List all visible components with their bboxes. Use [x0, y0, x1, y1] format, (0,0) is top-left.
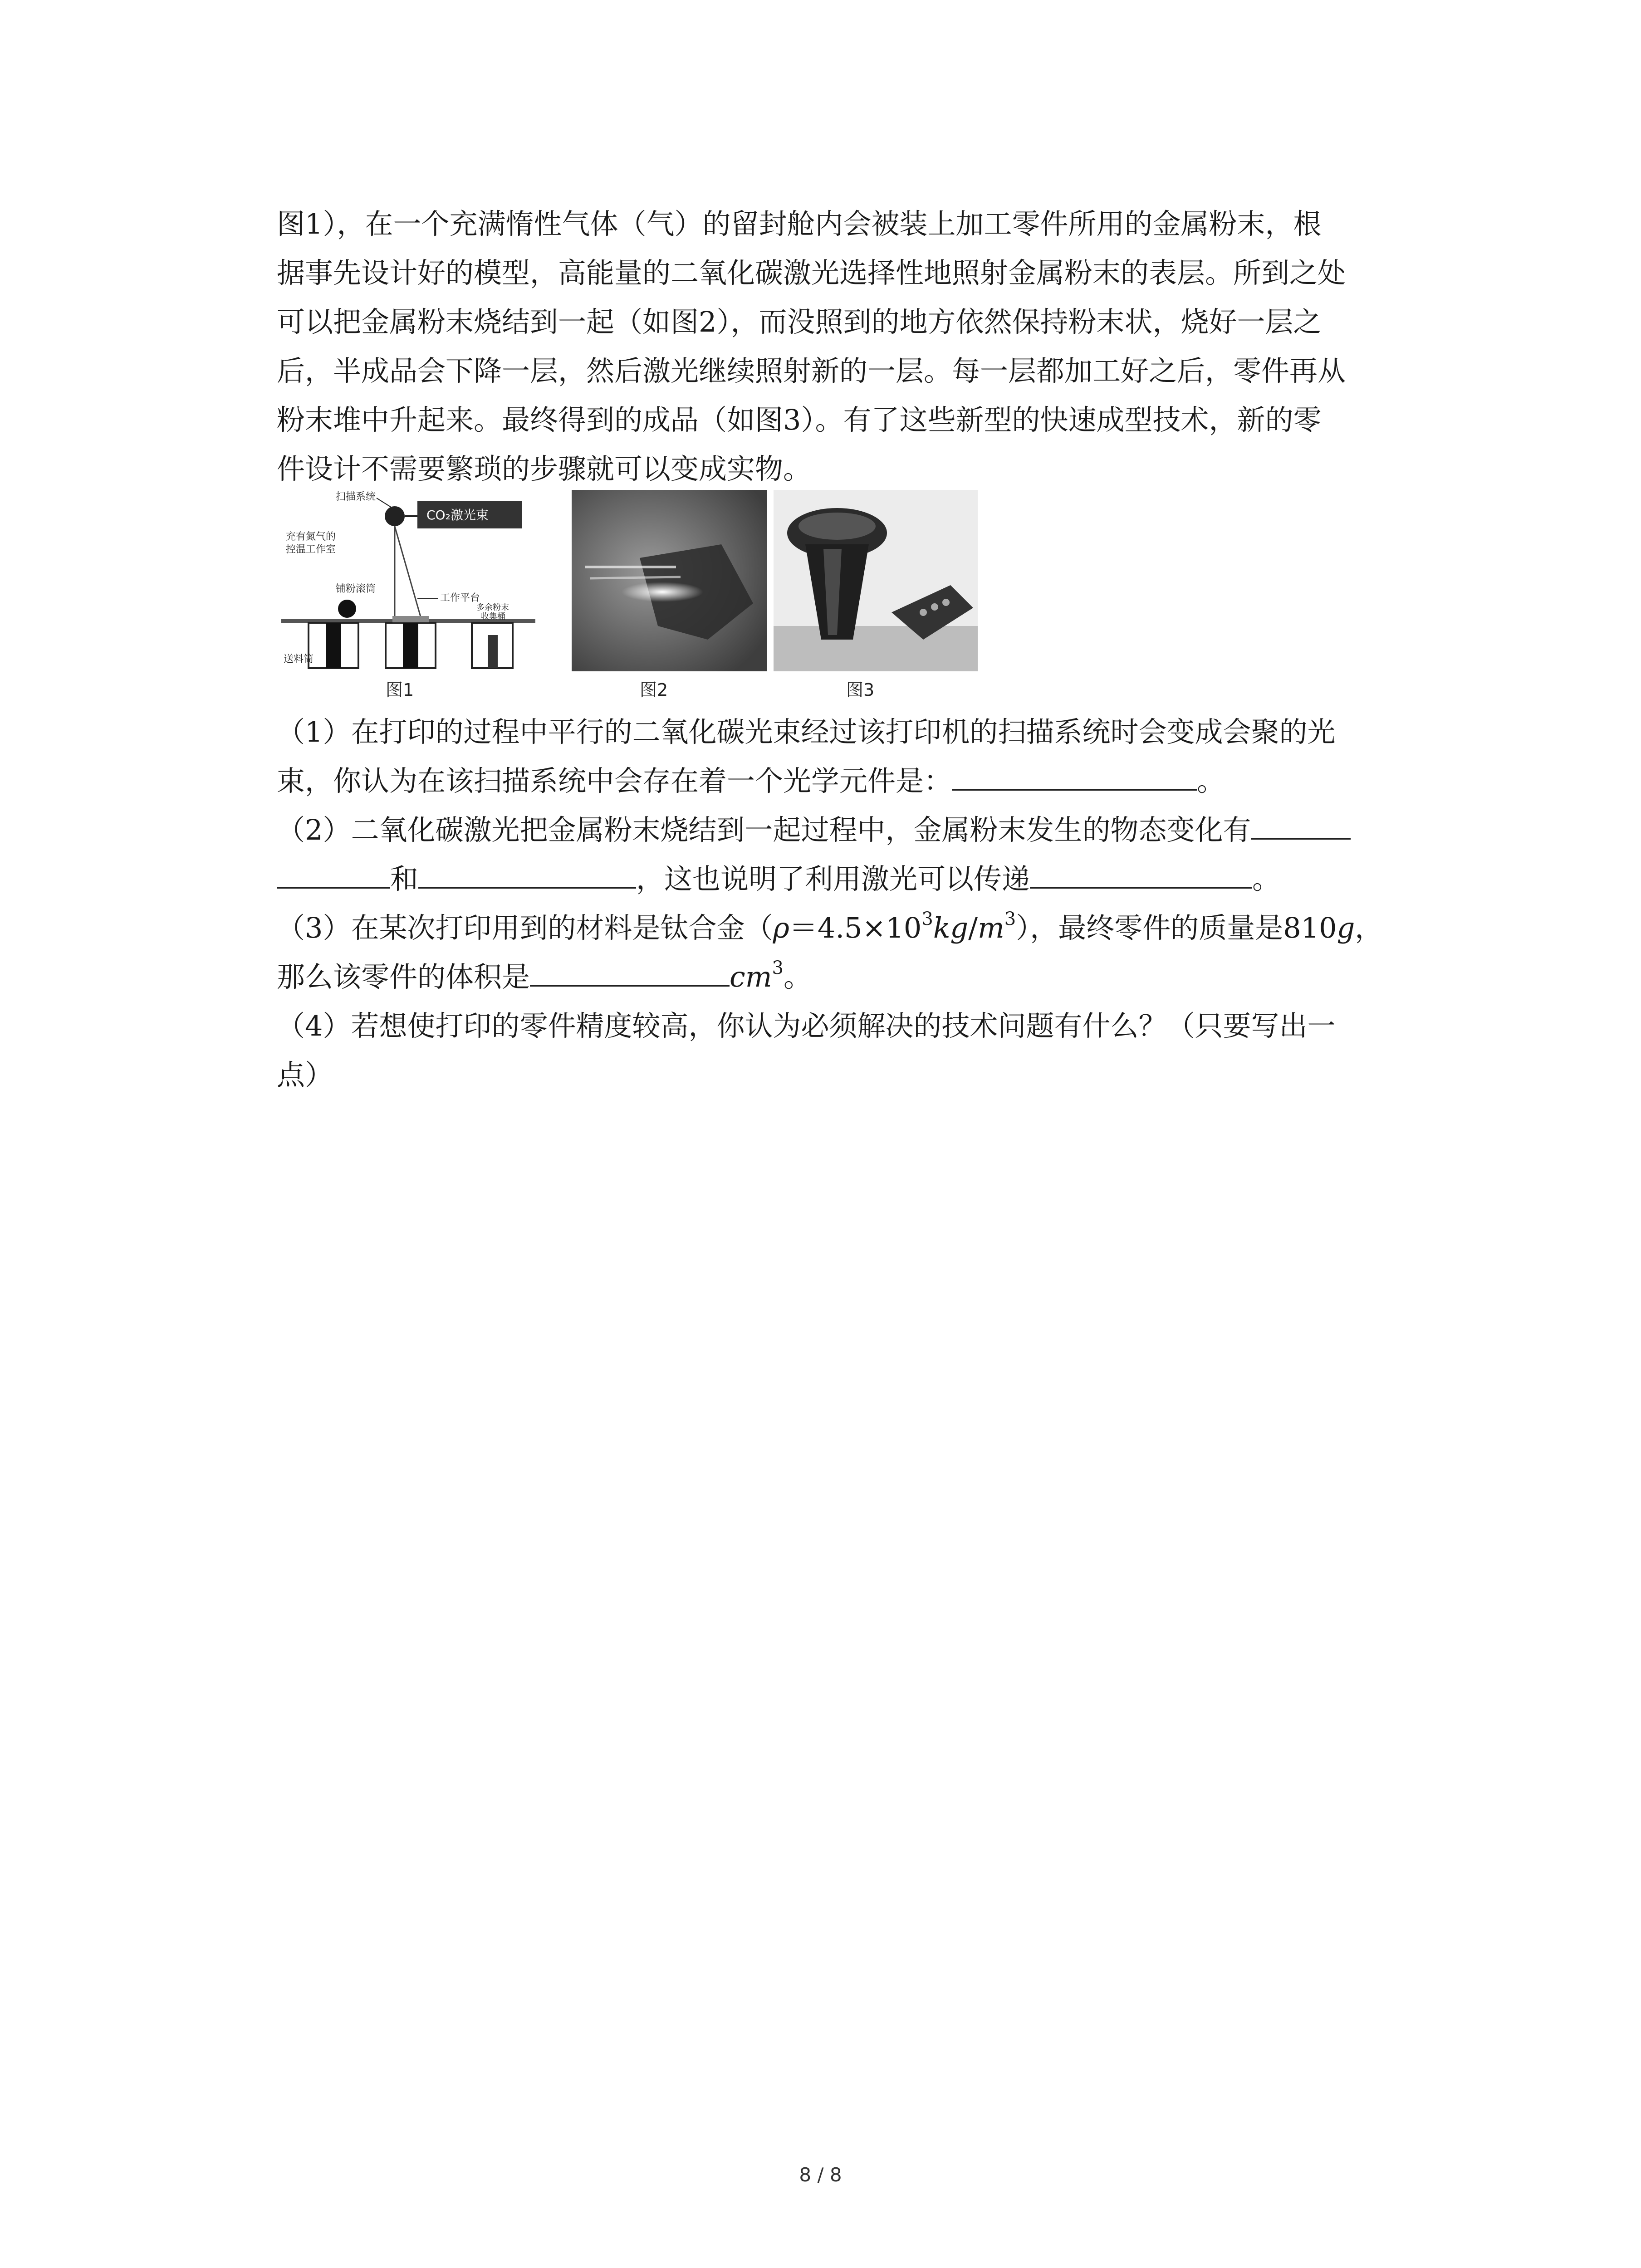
figure-1-caption: 图1 — [386, 680, 414, 700]
q3-post: ），最终零件的质量是810 — [1016, 911, 1337, 944]
q1-text: 束，你认为在该扫描系统中会存在着一个光学元件是： — [277, 764, 952, 797]
page-number: 8 / 8 — [799, 2164, 842, 2186]
figure-2-photo — [572, 490, 767, 671]
q1-end: 。 — [1197, 764, 1225, 797]
q3-exponent: 3 — [921, 909, 933, 930]
intro-line: 图1），在一个充满惰性气体（气）的留封舱内会被装上加工零件所用的金属粉末，根 — [277, 207, 1322, 240]
q3-value: ＝4.5×10 — [789, 911, 922, 944]
platform-label: 工作平台 — [440, 592, 480, 604]
intro-line: 可以把金属粉末烧结到一起（如图2），而没照到的地方依然保持粉末状，烧好一层之 — [277, 305, 1322, 338]
question-3 — [277, 904, 1438, 1002]
q3-unit-cm: cm — [730, 960, 772, 993]
intro-line: 粉末堆中升起来。最终得到的成品（如图3）。有了这些新型的快速成型技术，新的零 — [277, 403, 1322, 436]
roller-label: 铺粉滚筒 — [336, 583, 376, 595]
question-1 — [277, 708, 1438, 806]
q2-end: 。 — [1252, 862, 1281, 895]
q2-answer-blank-3[interactable] — [1030, 860, 1252, 889]
figure-3-photo — [774, 490, 978, 671]
intro-line: 后，半成品会下降一层，然后激光继续照射新的一层。每一层都加工好之后，零件再从 — [277, 354, 1346, 387]
questions-block — [277, 708, 1438, 1100]
q2-line-1 — [277, 806, 1438, 855]
q4-line-1: （4）若想使打印的零件精度较高，你认为必须解决的技术问题有什么？（只要写出一 — [277, 1009, 1336, 1042]
q2-mid: ，这也说明了利用激光可以传递 — [636, 862, 1030, 895]
q3-unit-exponent: 3 — [1004, 909, 1016, 930]
q1-answer-blank[interactable] — [952, 762, 1197, 791]
scanner-mirror — [385, 506, 405, 526]
finished-part-photo — [774, 490, 978, 671]
sls-schematic — [281, 490, 535, 671]
collect-label-2: 收集桶 — [481, 612, 505, 621]
q3-comma: ， — [1355, 911, 1383, 944]
question-4 — [277, 1002, 1438, 1100]
q2-answer-blank-2[interactable] — [418, 860, 636, 889]
scan-system-label: 扫描系统 — [336, 491, 376, 503]
feed-label: 送料筒 — [284, 654, 314, 665]
sintering-photo — [572, 490, 767, 671]
q1-line-2 — [277, 757, 1438, 806]
figure-3-caption: 图3 — [846, 680, 875, 700]
chamber-label-2: 控温工作室 — [286, 544, 336, 555]
laser-label: CO₂激光束 — [426, 508, 489, 523]
intro-line: 件设计不需要繁琐的步骤就可以变成实物。 — [277, 452, 812, 485]
q2-answer-blank-1b[interactable] — [277, 860, 390, 889]
q3-rho: ρ — [773, 911, 789, 944]
q2-and: 和 — [390, 862, 419, 895]
q3-line-1 — [277, 904, 1438, 953]
q3-unit-g: g — [1337, 911, 1355, 944]
q3-end: 。 — [783, 960, 812, 993]
q3-unit-kg: kg — [933, 911, 969, 944]
figure-strip — [281, 490, 971, 700]
q3-answer-blank[interactable] — [530, 958, 730, 987]
collect-label-1: 多余粉末 — [476, 603, 509, 612]
q3-line-2 — [277, 953, 1438, 1002]
q3-cm-exponent: 3 — [772, 958, 784, 979]
q4-line-2: 点） — [277, 1058, 333, 1091]
q3-pre: （3）在某次打印用到的材料是钛合金（ — [277, 911, 773, 944]
intro-line: 据事先设计好的模型，高能量的二氧化碳激光选择性地照射金属粉末的表层。所到之处 — [277, 256, 1346, 289]
intro-paragraph — [277, 200, 1438, 494]
figure-2-caption: 图2 — [640, 680, 668, 700]
roller — [338, 600, 356, 618]
chamber-label-1: 充有氮气的 — [286, 531, 336, 543]
q3-unit-m: m — [977, 911, 1004, 944]
figure-1-sls-diagram — [281, 490, 535, 671]
q3-line2-text: 那么该零件的体积是 — [277, 960, 530, 993]
q3-slash: / — [968, 911, 978, 944]
q2-text: （2）二氧化碳激光把金属粉末烧结到一起过程中，金属粉末发生的物态变化有 — [277, 813, 1251, 846]
q1-line-1: （1）在打印的过程中平行的二氧化碳光束经过该打印机的扫描系统时会变成会聚的光 — [277, 715, 1336, 748]
question-2 — [277, 806, 1438, 904]
q2-line-2 — [277, 855, 1438, 904]
q2-answer-blank-1a[interactable] — [1251, 811, 1351, 840]
